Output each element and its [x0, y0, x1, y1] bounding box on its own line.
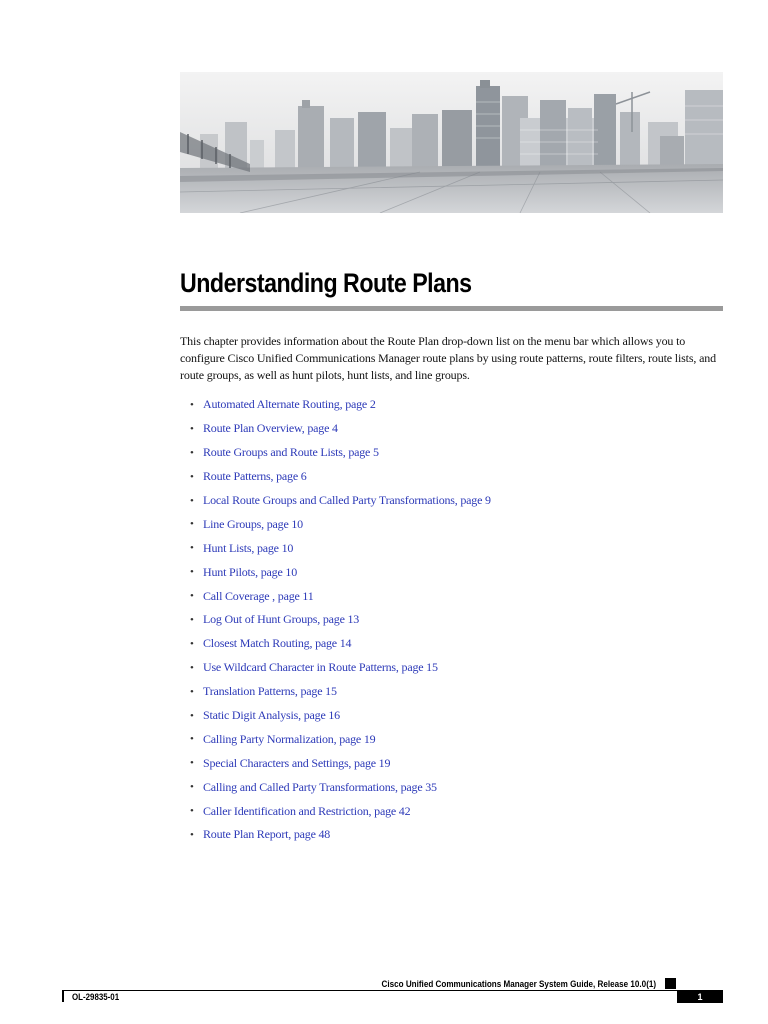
- page-number: 1: [697, 991, 703, 1002]
- toc-link-page: page 6: [276, 469, 307, 484]
- toc-link-page: page 11: [277, 588, 314, 603]
- bullet-icon: •: [190, 661, 194, 674]
- list-item: [190, 680, 491, 704]
- toc-link-label: Calling and Called Party Transformations,: [203, 779, 401, 794]
- toc-link-label: Route Patterns,: [203, 469, 277, 484]
- toc-link-label: Route Groups and Route Lists,: [203, 445, 349, 460]
- toc-link-page: page 9: [460, 493, 491, 507]
- toc-link-page: page 10: [260, 564, 298, 579]
- toc-link-label: Automated Alternate Routing,: [203, 397, 346, 412]
- toc-link[interactable]: [203, 541, 293, 556]
- list-item: [190, 441, 491, 465]
- toc-link-label: Special Characters and Settings,: [203, 755, 355, 770]
- toc-link[interactable]: [203, 827, 330, 842]
- toc-link[interactable]: [203, 660, 438, 675]
- footer-doc-number: OL-29835-01: [72, 992, 120, 1002]
- bullet-icon: •: [190, 828, 194, 841]
- footer-rule: [62, 990, 677, 991]
- toc-link[interactable]: [203, 493, 491, 508]
- bullet-icon: •: [190, 446, 194, 459]
- bullet-icon: •: [190, 781, 194, 794]
- toc-link-label: Calling Party Normalization,: [203, 731, 340, 746]
- list-item: [190, 536, 491, 560]
- bullet-icon: •: [190, 590, 194, 603]
- toc-link-page: page 16: [303, 708, 340, 723]
- toc-link[interactable]: [203, 636, 351, 651]
- footer-left-tick: [62, 990, 64, 1002]
- city-skyline-banner-image: [180, 72, 723, 213]
- toc-link-page: page 14: [315, 636, 352, 651]
- list-item: [190, 465, 491, 489]
- list-item: [190, 823, 491, 847]
- toc-link-label: Line Groups,: [203, 516, 267, 531]
- toc-link[interactable]: [203, 780, 437, 795]
- bullet-icon: •: [190, 685, 194, 698]
- toc-link-page: page 2: [345, 397, 376, 412]
- list-item: [190, 608, 491, 632]
- toc-link-page: page 13: [322, 612, 360, 627]
- toc-link[interactable]: [203, 732, 375, 747]
- toc-link[interactable]: [203, 469, 307, 484]
- toc-link[interactable]: [203, 612, 359, 627]
- list-item: [190, 727, 491, 751]
- toc-link-label: Call Coverage ,: [203, 588, 278, 603]
- bullet-icon: •: [190, 422, 194, 435]
- list-item: [190, 704, 491, 728]
- toc-link[interactable]: [203, 708, 340, 723]
- toc-link-label: Local Route Groups and Called Party Transformations,: [203, 493, 461, 507]
- toc-link-label: Closest Match Routing,: [203, 636, 316, 651]
- bullet-icon: •: [190, 518, 194, 531]
- bullet-icon: •: [190, 494, 194, 507]
- page-number-box: [677, 990, 723, 1003]
- list-item: [190, 775, 491, 799]
- bullet-icon: •: [190, 805, 194, 818]
- toc-link-label: Route Plan Report,: [203, 827, 294, 842]
- list-item: [190, 584, 491, 608]
- toc-link[interactable]: [203, 517, 303, 532]
- toc-link-page: page 15: [401, 660, 438, 675]
- list-item: [190, 656, 491, 680]
- page-title: Understanding Route Plans: [180, 268, 472, 298]
- chapter-intro: This chapter provides information about the Route Plan drop-down list on the menu bar which allows you to configure Cisco Unified Communications Manager route plans by using route patterns, route filters, route lists, and route groups, as well as hunt pilots, hunt lists, and line groups.: [180, 334, 716, 382]
- toc-link[interactable]: [203, 756, 390, 771]
- bullet-icon: •: [190, 470, 194, 483]
- toc-link-page: page 10: [256, 540, 294, 555]
- toc-link-label: Route Plan Overview,: [203, 421, 308, 436]
- toc-link[interactable]: [203, 397, 376, 412]
- bullet-icon: •: [190, 398, 194, 411]
- bullet-icon: •: [190, 637, 194, 650]
- list-item: [190, 393, 491, 417]
- toc-link-label: Use Wildcard Character in Route Patterns,: [203, 660, 402, 675]
- chapter-contents-list: [190, 393, 491, 847]
- toc-link-label: Hunt Pilots,: [203, 564, 261, 579]
- toc-link[interactable]: [203, 565, 297, 580]
- list-item: [190, 799, 491, 823]
- toc-link-page: page 15: [300, 684, 337, 699]
- title-divider: [180, 306, 723, 311]
- list-item: [190, 632, 491, 656]
- list-item: [190, 417, 491, 441]
- toc-link-page: page 19: [339, 731, 376, 746]
- list-item: [190, 489, 491, 513]
- toc-link-page: page 19: [354, 755, 391, 770]
- toc-link[interactable]: [203, 804, 410, 819]
- toc-link[interactable]: [203, 445, 379, 460]
- list-item: [190, 512, 491, 536]
- bullet-icon: •: [190, 757, 194, 770]
- toc-link[interactable]: [203, 589, 314, 604]
- bullet-icon: •: [190, 709, 194, 722]
- toc-link[interactable]: [203, 421, 338, 436]
- bullet-icon: •: [190, 613, 194, 626]
- bullet-icon: •: [190, 733, 194, 746]
- toc-link[interactable]: [203, 684, 337, 699]
- toc-link-label: Caller Identification and Restriction,: [203, 803, 375, 818]
- toc-link-page: page 5: [348, 445, 379, 460]
- toc-link-page: page 4: [307, 421, 338, 436]
- toc-link-page: page 48: [293, 827, 331, 842]
- toc-link-page: page 42: [374, 803, 411, 818]
- toc-link-label: Static Digit Analysis,: [203, 708, 304, 723]
- list-item: [190, 560, 491, 584]
- toc-link-label: Translation Patterns,: [203, 684, 301, 699]
- bullet-icon: •: [190, 566, 194, 579]
- list-item: [190, 751, 491, 775]
- bullet-icon: •: [190, 542, 194, 555]
- toc-link-page: page 35: [400, 779, 437, 794]
- toc-link-page: page 10: [266, 516, 303, 531]
- footer-guide-title: Cisco Unified Communications Manager System Guide, Release 10.0(1): [381, 979, 656, 989]
- footer-marker-block: [665, 978, 676, 989]
- toc-link-label: Hunt Lists,: [203, 540, 257, 555]
- toc-link-label: Log Out of Hunt Groups,: [203, 612, 323, 627]
